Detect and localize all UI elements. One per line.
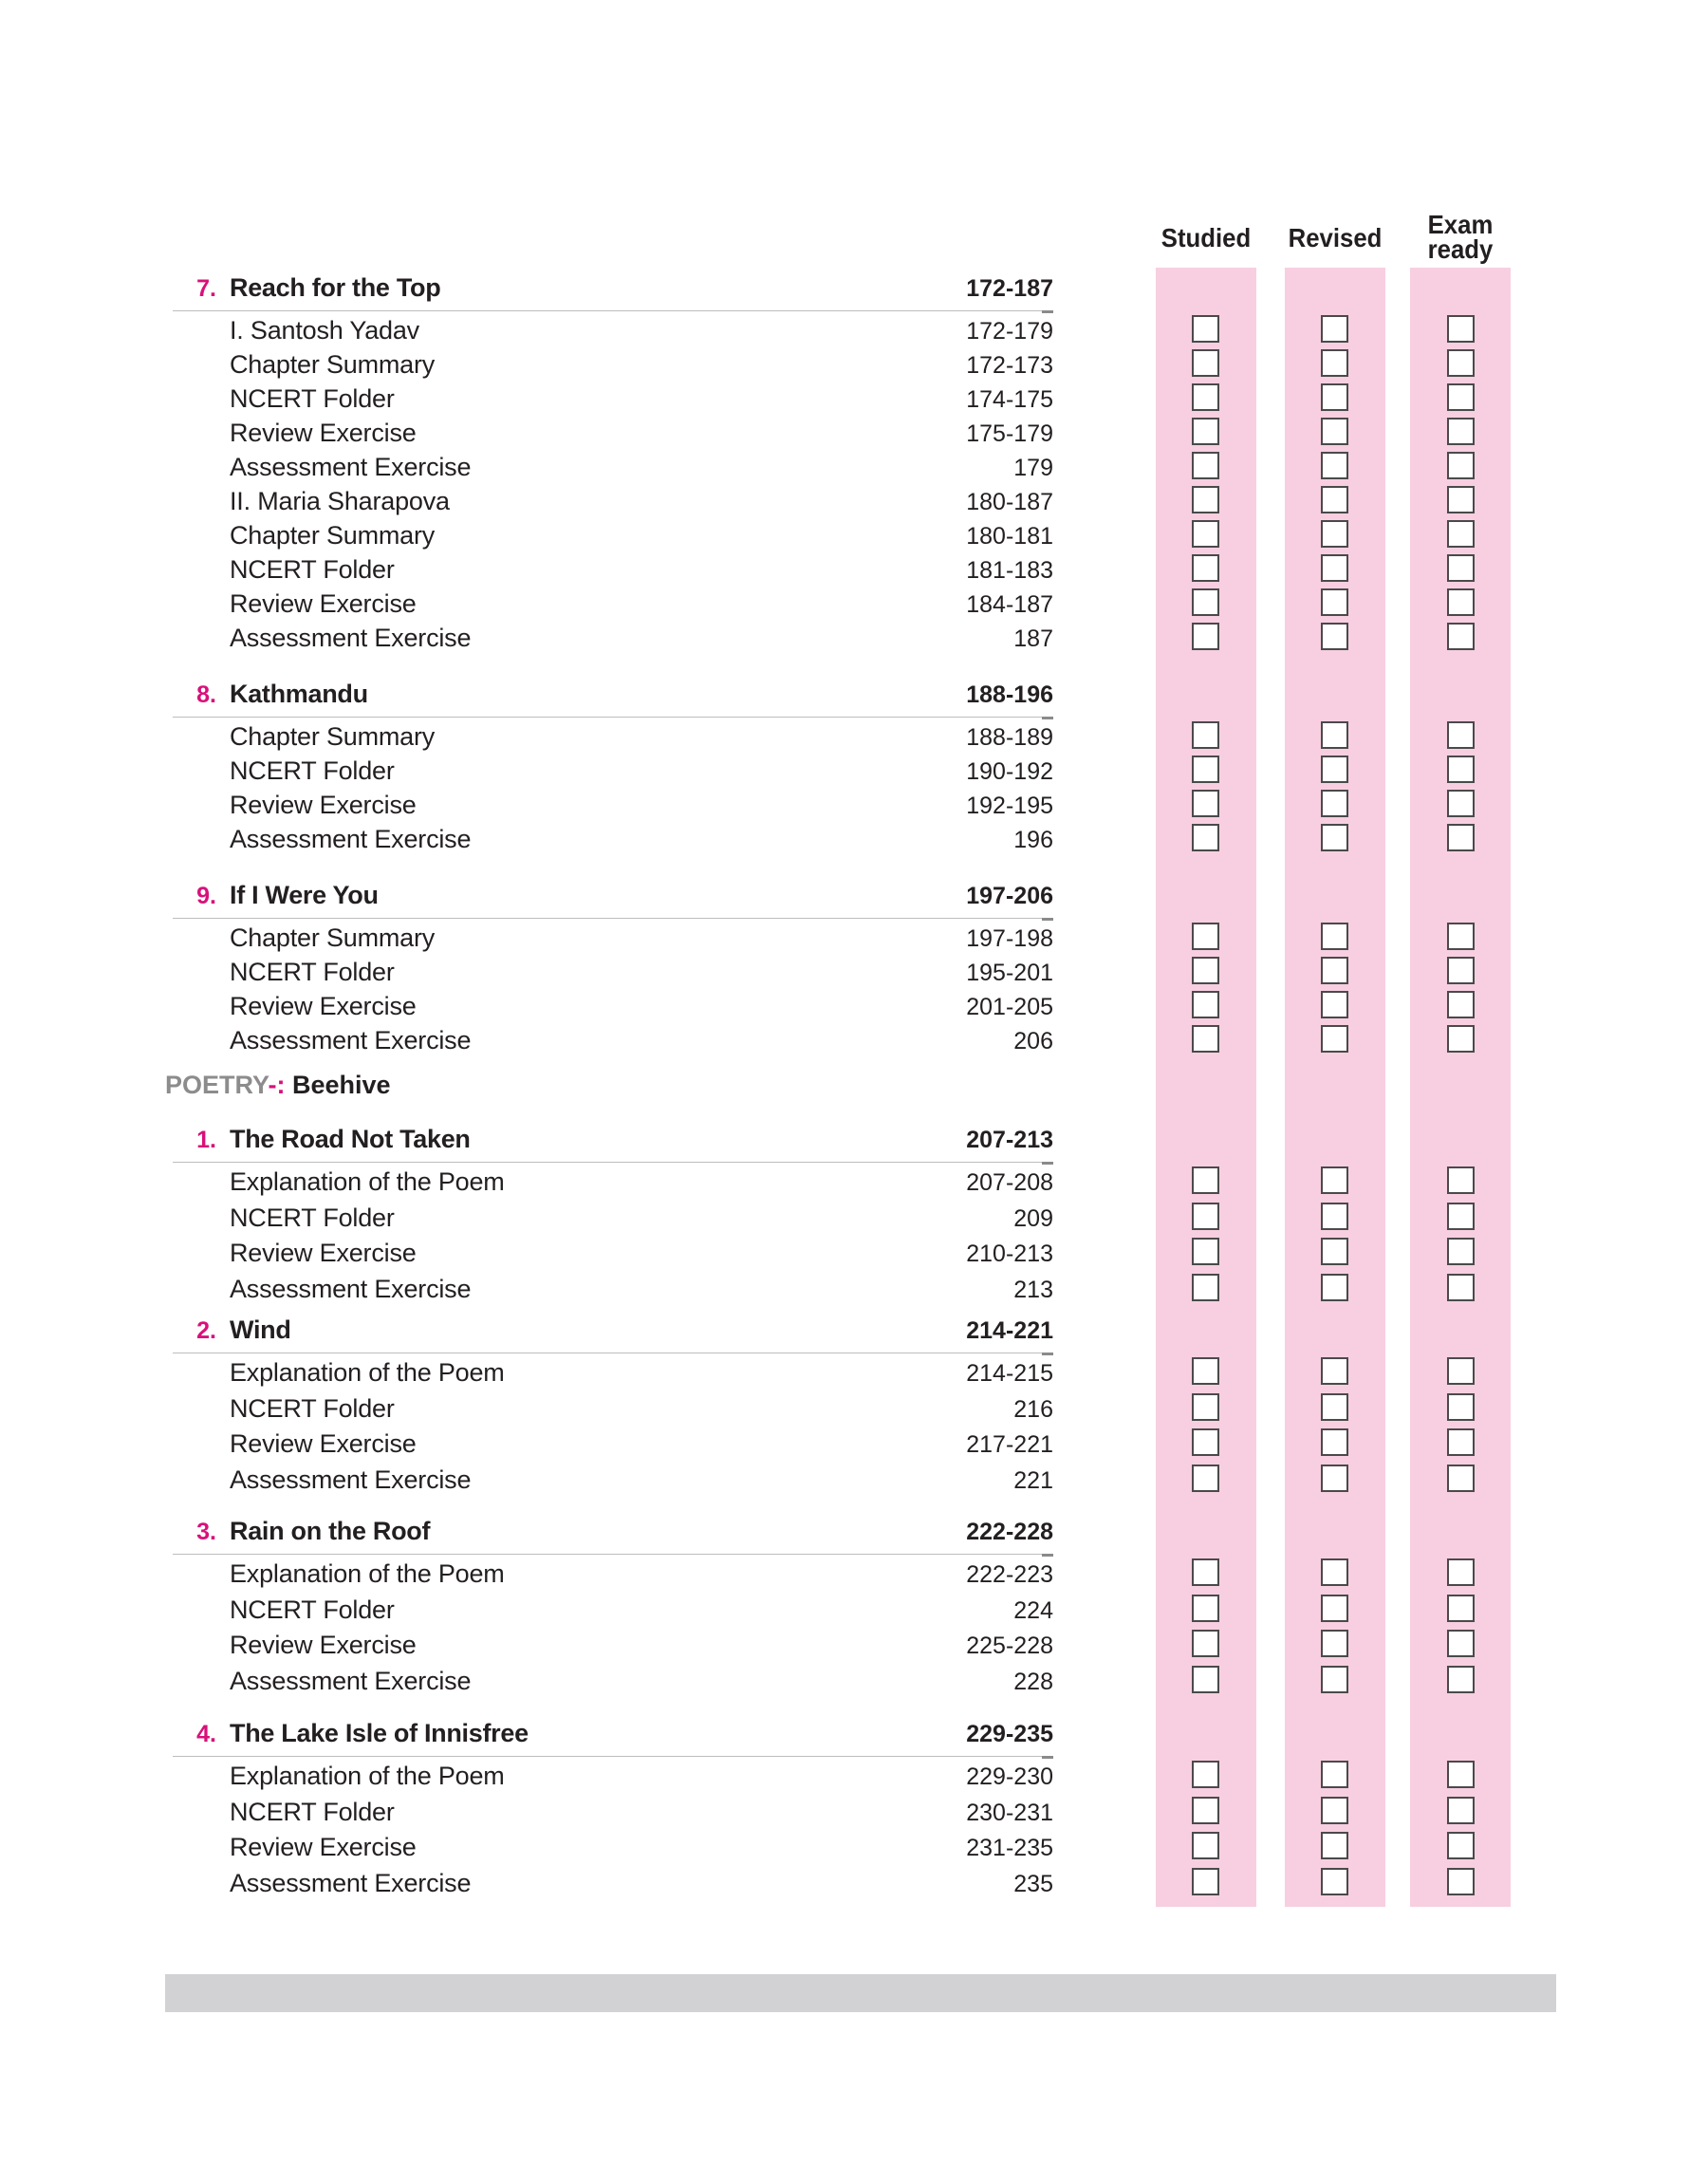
entry-pages: 175-179 — [966, 420, 1053, 447]
entry-pages: 210-213 — [966, 1241, 1053, 1267]
column-header-exam-ready-text: Exam ready — [1427, 210, 1494, 264]
revised-checkbox[interactable] — [1321, 418, 1348, 445]
exam-ready-checkbox[interactable] — [1447, 349, 1475, 377]
entry-pages: 225-228 — [966, 1633, 1053, 1659]
exam-ready-checkbox[interactable] — [1447, 721, 1475, 749]
revised-checkbox[interactable] — [1321, 923, 1348, 950]
studied-checkbox[interactable] — [1192, 1868, 1219, 1895]
revised-checkbox[interactable] — [1321, 756, 1348, 783]
toc-entry — [230, 416, 1053, 450]
entry-title: II. Maria Sharapova — [230, 487, 450, 515]
entry-pages: 209 — [1013, 1204, 1053, 1232]
entry-pages: 192-195 — [966, 793, 1053, 819]
studied-checkbox[interactable] — [1192, 957, 1219, 984]
entry-pages: 187 — [1013, 625, 1053, 652]
chapter-heading — [171, 1715, 1053, 1753]
toc-entry — [230, 1664, 1053, 1698]
revised-checkbox[interactable] — [1321, 554, 1348, 582]
poetry-section-separator: -: — [268, 1071, 286, 1099]
revised-checkbox[interactable] — [1321, 1357, 1348, 1385]
chapter-divider — [173, 310, 1053, 311]
exam-ready-checkbox[interactable] — [1447, 1595, 1475, 1622]
exam-ready-checkbox[interactable] — [1447, 452, 1475, 479]
studied-checkbox[interactable] — [1192, 1595, 1219, 1622]
revised-checkbox[interactable] — [1321, 1203, 1348, 1230]
poetry-section-label: POETRY — [165, 1071, 269, 1099]
entry-pages: 184-187 — [966, 591, 1053, 618]
entry-title: NCERT Folder — [230, 555, 395, 584]
studied-checkbox[interactable] — [1192, 452, 1219, 479]
entry-title: Assessment Exercise — [230, 1666, 472, 1695]
entry-title: Review Exercise — [230, 1429, 417, 1458]
studied-checkbox[interactable] — [1192, 1238, 1219, 1265]
chapter-heading — [171, 676, 1053, 714]
exam-ready-column-band — [1410, 268, 1511, 1907]
studied-checkbox[interactable] — [1192, 721, 1219, 749]
studied-checkbox[interactable] — [1192, 790, 1219, 817]
entry-title: Review Exercise — [230, 1631, 417, 1659]
exam-ready-checkbox[interactable] — [1447, 1666, 1475, 1693]
revised-checkbox[interactable] — [1321, 1832, 1348, 1859]
exam-ready-checkbox[interactable] — [1447, 486, 1475, 513]
toc-entry — [230, 587, 1053, 621]
exam-ready-checkbox[interactable] — [1447, 1166, 1475, 1194]
toc-entry — [230, 1830, 1053, 1864]
exam-ready-checkbox[interactable] — [1447, 1761, 1475, 1788]
chapter-title: The Road Not Taken — [230, 1125, 471, 1153]
revised-checkbox[interactable] — [1321, 1238, 1348, 1265]
revised-checkbox[interactable] — [1321, 1166, 1348, 1194]
exam-ready-checkbox[interactable] — [1447, 418, 1475, 445]
studied-checkbox[interactable] — [1192, 1666, 1219, 1693]
studied-checkbox[interactable] — [1192, 315, 1219, 343]
chapter-title: Kathmandu — [230, 680, 368, 708]
entry-title: Chapter Summary — [230, 350, 436, 379]
studied-checkbox[interactable] — [1192, 1465, 1219, 1492]
studied-checkbox[interactable] — [1192, 1832, 1219, 1859]
entry-title: Review Exercise — [230, 1239, 417, 1267]
chapter-title: Reach for the Top — [230, 273, 441, 302]
entry-title: NCERT Folder — [230, 1797, 395, 1826]
toc-entry — [230, 754, 1053, 788]
chapter-heading — [171, 270, 1053, 308]
entry-title: Explanation of the Poem — [230, 1167, 505, 1196]
toc-entry — [230, 1165, 1053, 1199]
entry-pages: 235 — [1013, 1870, 1053, 1897]
revised-checkbox[interactable] — [1321, 721, 1348, 749]
entry-pages: 217-221 — [966, 1431, 1053, 1458]
entry-title: Review Exercise — [230, 419, 417, 447]
entry-title: Review Exercise — [230, 1833, 417, 1861]
entry-title: Explanation of the Poem — [230, 1358, 505, 1387]
exam-ready-checkbox[interactable] — [1447, 1274, 1475, 1301]
toc-entry — [230, 1355, 1053, 1390]
exam-ready-checkbox[interactable] — [1447, 957, 1475, 984]
chapter-pages: 214-221 — [966, 1317, 1053, 1344]
studied-checkbox[interactable] — [1192, 923, 1219, 950]
toc-entry — [230, 719, 1053, 754]
studied-checkbox[interactable] — [1192, 1428, 1219, 1456]
exam-ready-checkbox[interactable] — [1447, 520, 1475, 548]
chapter-heading — [171, 1312, 1053, 1350]
exam-ready-checkbox[interactable] — [1447, 623, 1475, 650]
entry-pages: 221 — [1013, 1466, 1053, 1494]
entry-pages: 190-192 — [966, 758, 1053, 785]
revised-checkbox[interactable] — [1321, 824, 1348, 851]
entry-title: Chapter Summary — [230, 722, 436, 751]
entry-pages: 180-187 — [966, 489, 1053, 515]
toc-entry — [230, 1023, 1053, 1057]
revised-checkbox[interactable] — [1321, 1428, 1348, 1456]
chapter-number: 2. — [196, 1317, 216, 1344]
exam-ready-checkbox[interactable] — [1447, 1868, 1475, 1895]
revised-checkbox[interactable] — [1321, 349, 1348, 377]
chapter-title: The Lake Isle of Innisfree — [230, 1719, 529, 1747]
studied-checkbox[interactable] — [1192, 991, 1219, 1018]
footer-bar — [165, 1974, 1556, 2012]
entry-title: Assessment Exercise — [230, 624, 472, 652]
revised-checkbox[interactable] — [1321, 1025, 1348, 1053]
chapter-number: 3. — [196, 1519, 216, 1545]
exam-ready-checkbox[interactable] — [1447, 1393, 1475, 1421]
chapter-number: 8. — [196, 681, 216, 708]
entry-pages: 188-189 — [966, 724, 1053, 751]
chapter-divider — [173, 1162, 1053, 1163]
studied-checkbox[interactable] — [1192, 1357, 1219, 1385]
revised-checkbox[interactable] — [1321, 1761, 1348, 1788]
entry-title: NCERT Folder — [230, 958, 395, 986]
exam-ready-checkbox[interactable] — [1447, 383, 1475, 411]
toc-entry — [230, 382, 1053, 416]
entry-title: Assessment Exercise — [230, 1026, 472, 1054]
chapter-divider — [173, 1554, 1053, 1555]
entry-title: NCERT Folder — [230, 1203, 395, 1232]
column-header-exam-ready — [1400, 210, 1522, 264]
studied-checkbox[interactable] — [1192, 383, 1219, 411]
revised-checkbox[interactable] — [1321, 315, 1348, 343]
toc-entry — [230, 788, 1053, 822]
revised-checkbox[interactable] — [1321, 1797, 1348, 1824]
toc-entry — [230, 1391, 1053, 1426]
entry-title: Assessment Exercise — [230, 1465, 472, 1494]
entry-pages: 181-183 — [966, 557, 1053, 584]
chapter-title: Rain on the Roof — [230, 1517, 431, 1545]
studied-checkbox[interactable] — [1192, 486, 1219, 513]
studied-checkbox[interactable] — [1192, 824, 1219, 851]
entry-pages: 196 — [1013, 827, 1053, 853]
toc-entry — [230, 518, 1053, 552]
revised-checkbox[interactable] — [1321, 1595, 1348, 1622]
toc-entry — [230, 621, 1053, 655]
entry-pages: 214-215 — [966, 1360, 1053, 1387]
revised-checkbox[interactable] — [1321, 1393, 1348, 1421]
revised-checkbox[interactable] — [1321, 991, 1348, 1018]
revised-checkbox[interactable] — [1321, 623, 1348, 650]
studied-column-band — [1156, 268, 1256, 1907]
entry-title: Review Exercise — [230, 992, 417, 1020]
exam-ready-checkbox[interactable] — [1447, 1357, 1475, 1385]
exam-ready-checkbox[interactable] — [1447, 1558, 1475, 1586]
toc-entry — [230, 1272, 1053, 1306]
poetry-book-title: Beehive — [285, 1071, 391, 1099]
entry-title: I. Santosh Yadav — [230, 316, 419, 345]
entry-title: Explanation of the Poem — [230, 1559, 505, 1588]
toc-entry — [230, 1795, 1053, 1829]
entry-pages: 197-198 — [966, 925, 1053, 952]
entry-title: Review Exercise — [230, 589, 417, 618]
entry-title: Explanation of the Poem — [230, 1762, 505, 1790]
revised-checkbox[interactable] — [1321, 1558, 1348, 1586]
chapter-pages: 222-228 — [966, 1519, 1053, 1545]
chapter-pages: 188-196 — [966, 681, 1053, 708]
entry-pages: 228 — [1013, 1668, 1053, 1695]
chapter-number: 1. — [196, 1127, 216, 1153]
entry-title: NCERT Folder — [230, 384, 395, 413]
entry-title: NCERT Folder — [230, 1393, 395, 1423]
revised-checkbox[interactable] — [1321, 1630, 1348, 1657]
chapter-divider — [173, 918, 1053, 919]
entry-title: Assessment Exercise — [230, 1274, 472, 1303]
chapter-divider — [173, 717, 1053, 718]
poetry-section-heading — [165, 1071, 391, 1100]
entry-pages: 216 — [1013, 1395, 1053, 1423]
exam-ready-checkbox[interactable] — [1447, 1465, 1475, 1492]
exam-ready-checkbox[interactable] — [1447, 315, 1475, 343]
studied-checkbox[interactable] — [1192, 756, 1219, 783]
studied-checkbox[interactable] — [1192, 1797, 1219, 1824]
studied-checkbox[interactable] — [1192, 554, 1219, 582]
revised-checkbox[interactable] — [1321, 1274, 1348, 1301]
toc-entry — [230, 313, 1053, 347]
toc-entry — [230, 1628, 1053, 1662]
toc-entry — [230, 1759, 1053, 1793]
column-header-revised: Revised — [1288, 223, 1383, 252]
toc-entry — [230, 989, 1053, 1023]
exam-ready-checkbox[interactable] — [1447, 1238, 1475, 1265]
chapter-pages: 172-187 — [966, 275, 1053, 302]
exam-ready-checkbox[interactable] — [1447, 1832, 1475, 1859]
toc-entry — [230, 552, 1053, 587]
studied-checkbox[interactable] — [1192, 1630, 1219, 1657]
entry-pages: 206 — [1013, 1028, 1053, 1054]
revised-checkbox[interactable] — [1321, 790, 1348, 817]
entry-pages: 222-223 — [966, 1561, 1053, 1588]
revised-checkbox[interactable] — [1321, 1868, 1348, 1895]
entry-title: Review Exercise — [230, 791, 417, 819]
entry-title: Chapter Summary — [230, 924, 436, 952]
studied-checkbox[interactable] — [1192, 1761, 1219, 1788]
chapter-number: 9. — [196, 883, 216, 909]
studied-checkbox[interactable] — [1192, 1203, 1219, 1230]
entry-pages: 172-179 — [966, 318, 1053, 345]
exam-ready-checkbox[interactable] — [1447, 1630, 1475, 1657]
chapter-divider — [173, 1756, 1053, 1757]
revised-checkbox[interactable] — [1321, 1666, 1348, 1693]
exam-ready-checkbox[interactable] — [1447, 790, 1475, 817]
toc-entry — [230, 1463, 1053, 1497]
toc-entry — [230, 1557, 1053, 1591]
entry-title: NCERT Folder — [230, 1595, 395, 1624]
revised-column-band — [1285, 268, 1385, 1907]
studied-checkbox[interactable] — [1192, 1025, 1219, 1053]
chapter-heading — [171, 877, 1053, 915]
studied-checkbox[interactable] — [1192, 1166, 1219, 1194]
revised-checkbox[interactable] — [1321, 486, 1348, 513]
exam-ready-checkbox[interactable] — [1447, 1025, 1475, 1053]
toc-entry — [230, 955, 1053, 989]
entry-pages: 207-208 — [966, 1169, 1053, 1196]
exam-ready-checkbox[interactable] — [1447, 991, 1475, 1018]
studied-checkbox[interactable] — [1192, 588, 1219, 616]
studied-checkbox[interactable] — [1192, 1274, 1219, 1301]
toc-entry — [230, 347, 1053, 382]
toc-entry — [230, 1236, 1053, 1270]
studied-checkbox[interactable] — [1192, 623, 1219, 650]
revised-checkbox[interactable] — [1321, 520, 1348, 548]
entry-pages: 230-231 — [966, 1799, 1053, 1826]
chapter-title: If I Were You — [230, 881, 379, 909]
toc-entry — [230, 822, 1053, 856]
chapter-number: 7. — [196, 275, 216, 302]
entry-pages: 174-175 — [966, 386, 1053, 413]
entry-pages: 224 — [1013, 1596, 1053, 1624]
chapter-heading — [171, 1513, 1053, 1551]
studied-checkbox[interactable] — [1192, 1393, 1219, 1421]
entry-title: Assessment Exercise — [230, 1868, 472, 1897]
toc-entry — [230, 1427, 1053, 1461]
studied-checkbox[interactable] — [1192, 349, 1219, 377]
entry-pages: 231-235 — [966, 1835, 1053, 1861]
chapter-pages: 229-235 — [966, 1721, 1053, 1747]
entry-title: Assessment Exercise — [230, 453, 472, 481]
entry-pages: 201-205 — [966, 994, 1053, 1020]
entry-title: Chapter Summary — [230, 521, 436, 550]
column-header-studied: Studied — [1160, 223, 1252, 252]
toc-entry — [230, 1201, 1053, 1235]
exam-ready-checkbox[interactable] — [1447, 923, 1475, 950]
entry-pages: 213 — [1013, 1276, 1053, 1303]
chapter-title: Wind — [230, 1315, 291, 1344]
entry-pages: 172-173 — [966, 352, 1053, 379]
exam-ready-checkbox[interactable] — [1447, 1428, 1475, 1456]
exam-ready-checkbox[interactable] — [1447, 1797, 1475, 1824]
chapter-pages: 197-206 — [966, 883, 1053, 909]
chapter-heading — [171, 1121, 1053, 1159]
entry-pages: 229-230 — [966, 1763, 1053, 1790]
exam-ready-checkbox[interactable] — [1447, 1203, 1475, 1230]
studied-checkbox[interactable] — [1192, 520, 1219, 548]
studied-checkbox[interactable] — [1192, 418, 1219, 445]
revised-checkbox[interactable] — [1321, 957, 1348, 984]
entry-pages: 180-181 — [966, 523, 1053, 550]
toc-entry — [230, 484, 1053, 518]
exam-ready-checkbox[interactable] — [1447, 824, 1475, 851]
chapter-number: 4. — [196, 1721, 216, 1747]
chapter-pages: 207-213 — [966, 1127, 1053, 1153]
exam-ready-checkbox[interactable] — [1447, 756, 1475, 783]
entry-title: Assessment Exercise — [230, 825, 472, 853]
entry-title: NCERT Folder — [230, 756, 395, 785]
revised-checkbox[interactable] — [1321, 1465, 1348, 1492]
studied-checkbox[interactable] — [1192, 1558, 1219, 1586]
entry-pages: 179 — [1013, 455, 1053, 481]
exam-ready-checkbox[interactable] — [1447, 554, 1475, 582]
toc-entry — [230, 1593, 1053, 1627]
revised-checkbox[interactable] — [1321, 383, 1348, 411]
entry-pages: 195-201 — [966, 960, 1053, 986]
revised-checkbox[interactable] — [1321, 588, 1348, 616]
revised-checkbox[interactable] — [1321, 452, 1348, 479]
toc-entry — [230, 1866, 1053, 1900]
toc-entry — [230, 921, 1053, 955]
exam-ready-checkbox[interactable] — [1447, 588, 1475, 616]
toc-entry — [230, 450, 1053, 484]
